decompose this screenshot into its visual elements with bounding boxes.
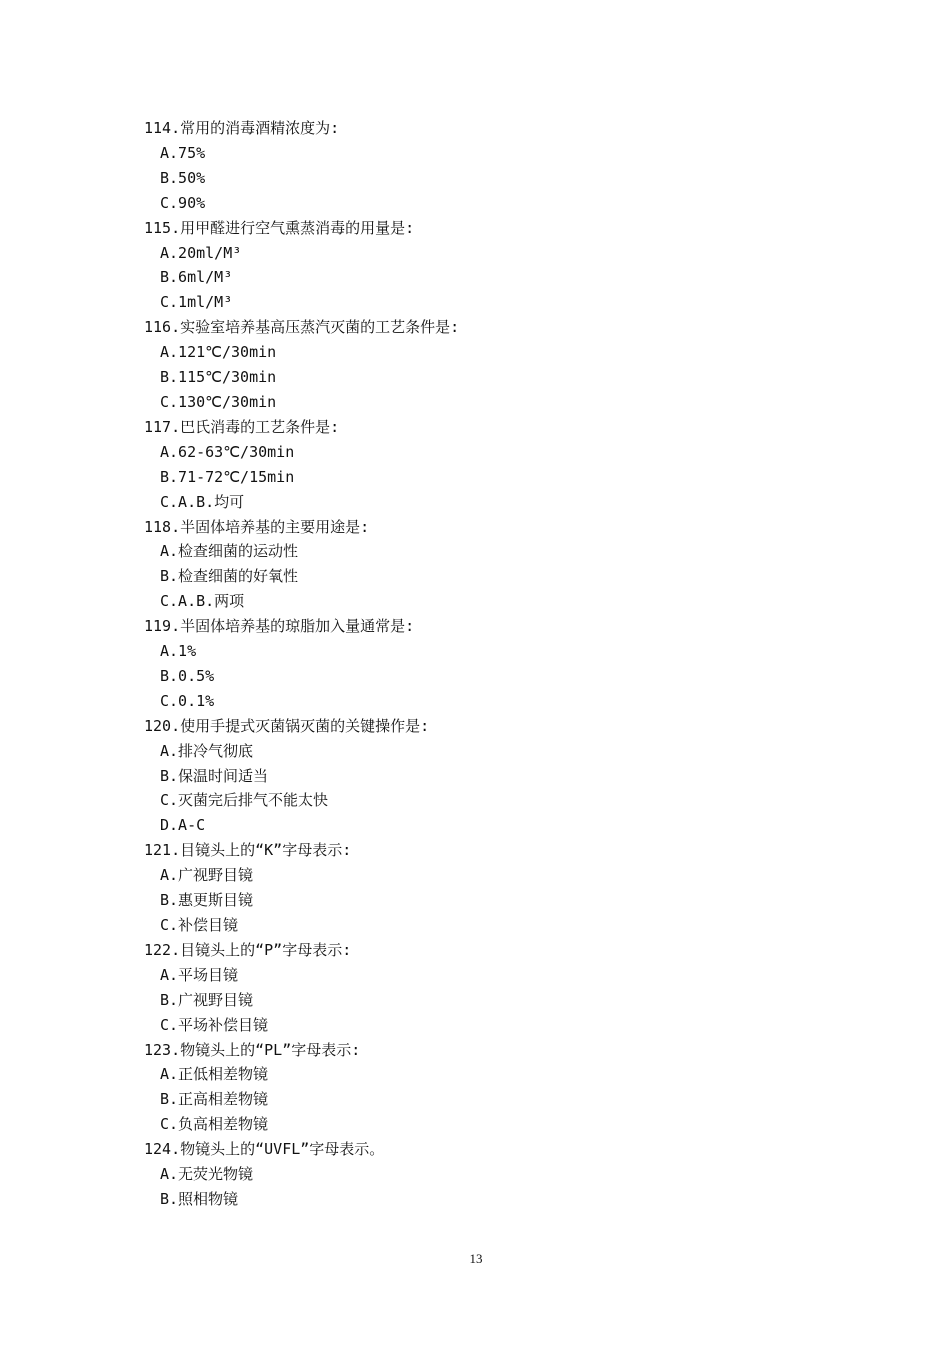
answer-option: B.115℃/30min xyxy=(160,368,277,387)
answer-option: A.广视野目镜 xyxy=(160,866,254,885)
answer-option: C.1ml/M³ xyxy=(160,293,233,312)
answer-option: B.照相物镜 xyxy=(160,1189,239,1208)
answer-option: A.检查细菌的运动性 xyxy=(160,542,299,561)
answer-option: B.检查细菌的好氧性 xyxy=(160,567,299,586)
answer-option: C.平场补偿目镜 xyxy=(160,1015,269,1034)
question-stem: 123.物镜头上的“PL”字母表示: xyxy=(144,1040,361,1059)
answer-option: C.A.B.两项 xyxy=(160,592,245,611)
answer-option: A.正低相差物镜 xyxy=(160,1065,269,1084)
page-number: 13 xyxy=(469,1251,483,1266)
answer-option: B.0.5% xyxy=(160,666,215,685)
answer-option: A.62-63℃/30min xyxy=(160,442,295,461)
answer-option: C.90% xyxy=(160,193,206,212)
answer-option: C.130℃/30min xyxy=(160,392,277,411)
answer-option: A.平场目镜 xyxy=(160,965,239,984)
question-stem: 116.实验室培养基高压蒸汽灭菌的工艺条件是: xyxy=(144,318,460,337)
answer-option: C.补偿目镜 xyxy=(160,916,239,934)
question-stem: 119.半固体培养基的琼脂加入量通常是: xyxy=(144,617,415,636)
answer-option: A.121℃/30min xyxy=(160,343,277,362)
answer-option: C.负高相差物镜 xyxy=(160,1115,269,1134)
answer-option: B.保温时间适当 xyxy=(160,766,269,785)
answer-option: C.A.B.均可 xyxy=(160,492,245,511)
question-stem: 120.使用手提式灭菌锅灭菌的关键操作是: xyxy=(144,716,430,735)
answer-option: C.灭菌完后排气不能太快 xyxy=(160,791,329,810)
question-stem: 124.物镜头上的“UVFL”字母表示。 xyxy=(144,1140,385,1159)
answer-option: B.50% xyxy=(160,168,206,187)
answer-option: C.0.1% xyxy=(160,691,215,710)
answer-option: A.20ml/M³ xyxy=(160,243,242,262)
answer-option: B.广视野目镜 xyxy=(160,990,254,1009)
question-stem: 118.半固体培养基的主要用途是: xyxy=(144,517,370,536)
question-stem: 121.目镜头上的“K”字母表示: xyxy=(144,841,352,860)
answer-option: B.71-72℃/15min xyxy=(160,467,295,486)
answer-option: D.A-C xyxy=(160,816,206,835)
answer-option: B.惠更斯目镜 xyxy=(160,891,254,910)
question-stem: 115.用甲醛进行空气熏蒸消毒的用量是: xyxy=(144,218,415,237)
answer-option: A.1% xyxy=(160,642,197,661)
answer-option: A.75% xyxy=(160,143,206,162)
answer-option: B.正高相差物镜 xyxy=(160,1090,269,1109)
answer-option: B.6ml/M³ xyxy=(160,268,233,287)
question-stem: 117.巴氏消毒的工艺条件是: xyxy=(144,417,340,436)
answer-option: A.排冷气彻底 xyxy=(160,741,254,760)
question-list xyxy=(144,116,844,1212)
answer-option: A.无荧光物镜 xyxy=(160,1165,254,1184)
question-stem: 122.目镜头上的“P”字母表示: xyxy=(144,940,352,959)
question-stem: 114.常用的消毒酒精浓度为: xyxy=(144,119,340,137)
